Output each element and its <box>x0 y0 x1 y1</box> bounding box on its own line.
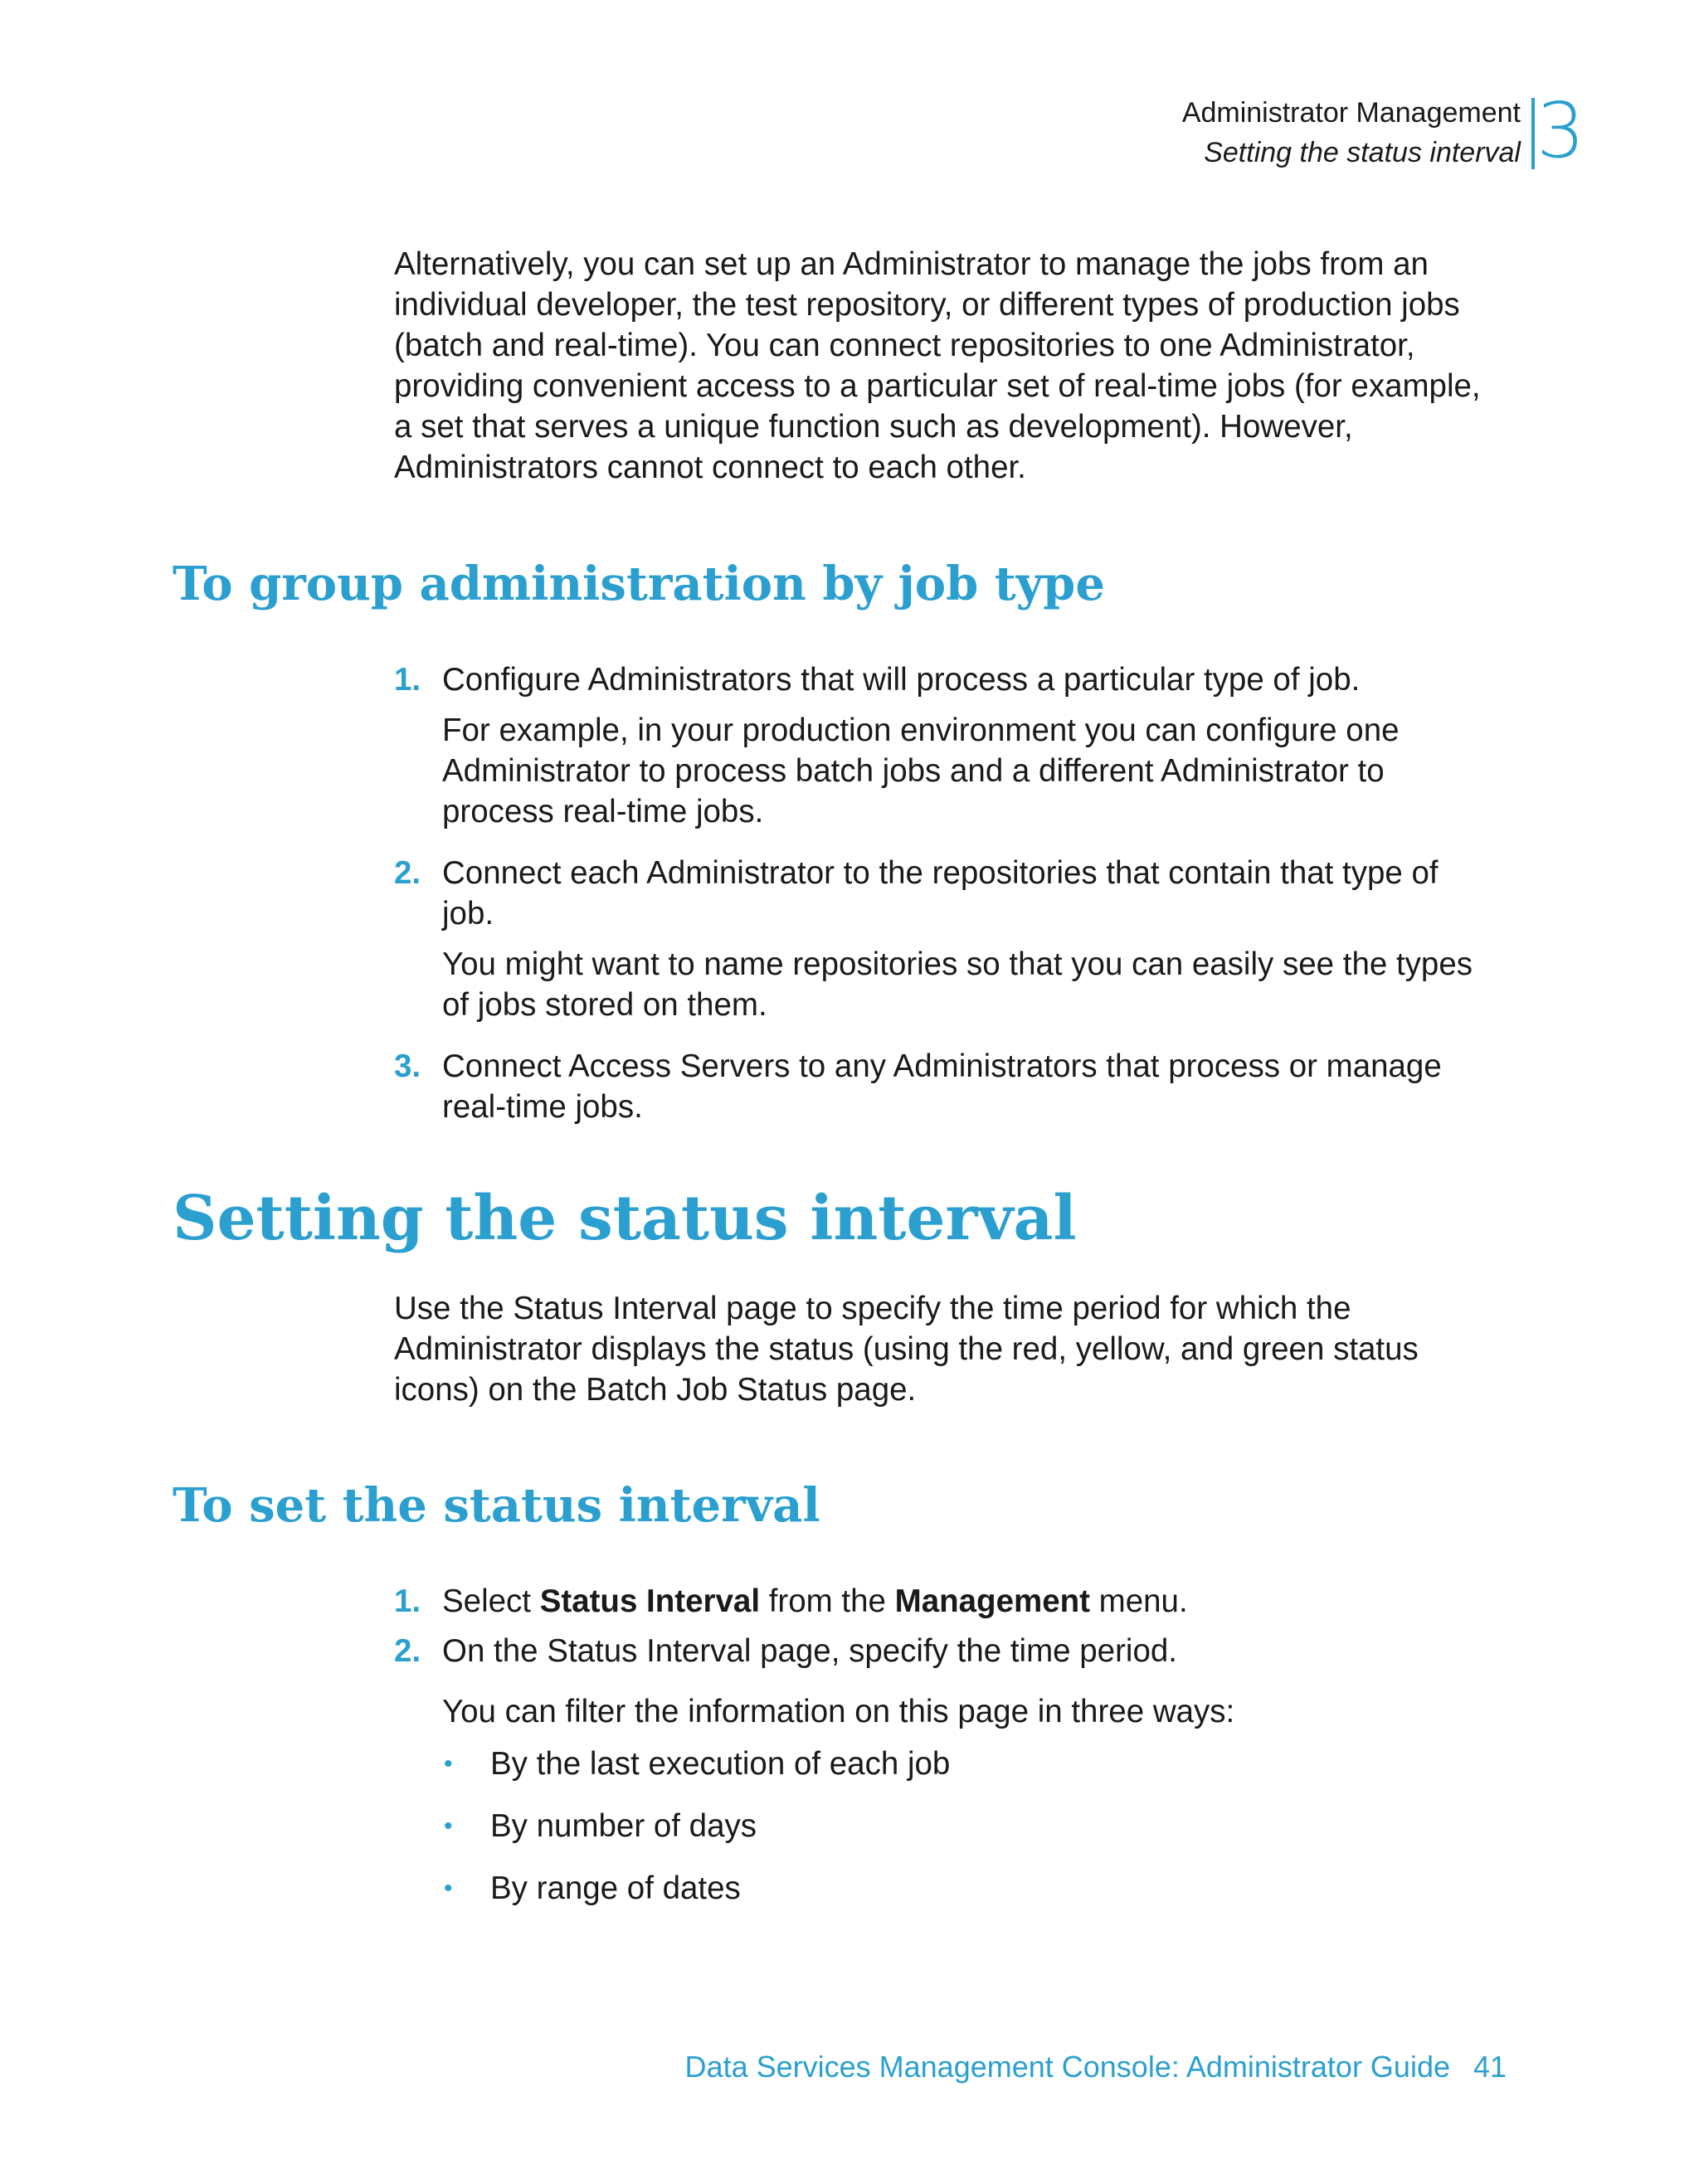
step-detail: You can filter the information on this page in three ways: <box>442 1694 1235 1729</box>
filter-options-list <box>442 1744 1522 1909</box>
chapter-number: 3 <box>1536 86 1585 175</box>
step-number: 2. <box>394 1633 421 1669</box>
intro-paragraph <box>394 244 1522 488</box>
step-detail-line: You might want to name repositories so that you can easily see the types <box>442 946 1473 982</box>
bullet-icon: • <box>444 1875 453 1902</box>
step-number: 2. <box>394 855 421 891</box>
list-item <box>394 1581 1522 1622</box>
step-number: 3. <box>394 1048 421 1084</box>
bullet-icon: • <box>444 1750 453 1778</box>
step-number: 1. <box>394 662 421 698</box>
intro-line: Alternatively, you can set up an Administrator to manage the jobs from an <box>394 246 1429 282</box>
menu-item-reference: Status Interval <box>539 1583 761 1619</box>
step-detail-line: of jobs stored on them. <box>442 987 767 1023</box>
step-text-line: Connect Access Servers to any Administrators that process or manage <box>442 1048 1442 1084</box>
list-item <box>394 1046 1522 1127</box>
bullet-text: By the last execution of each job <box>490 1746 951 1782</box>
list-item <box>442 1744 1522 1784</box>
intro-line: individual developer, the test repository, or different types of production jobs <box>394 287 1460 323</box>
step-detail <box>442 944 1522 1025</box>
step-text-suffix: menu. <box>1089 1583 1188 1619</box>
chapter-divider-bar <box>1531 98 1535 169</box>
step-number: 1. <box>394 1583 421 1619</box>
description-line: Administrator displays the status (using the red, yellow, and green status <box>394 1331 1419 1367</box>
menu-reference: Management <box>894 1583 1090 1619</box>
procedure-heading-group-by-job-type: To group administration by job type <box>173 557 1105 611</box>
step-text: On the Status Interval page, specify the time period. <box>442 1633 1177 1669</box>
running-header <box>1182 93 1521 173</box>
step-detail-line: For example, in your production environment you can configure one <box>442 713 1400 748</box>
step-text-line: real-time jobs. <box>442 1089 643 1125</box>
bullet-text: By range of dates <box>490 1870 741 1906</box>
list-item <box>442 1806 1522 1846</box>
description-line: icons) on the Batch Job Status page. <box>394 1372 917 1408</box>
group-by-job-type-steps <box>394 659 1522 1127</box>
step-text-middle: from the <box>760 1583 895 1619</box>
step-detail-line: process real-time jobs. <box>442 794 764 829</box>
step-text <box>442 1581 1522 1622</box>
step-text: Configure Administrators that will process a particular type of job. <box>442 662 1361 698</box>
intro-line: Administrators cannot connect to each other. <box>394 450 1026 485</box>
list-item <box>394 1631 1522 1909</box>
step-text-line: job. <box>442 896 494 931</box>
step-text <box>442 1046 1522 1127</box>
step-text <box>442 853 1522 934</box>
intro-line: a set that serves a unique function such as development). However, <box>394 409 1353 445</box>
status-interval-description <box>394 1288 1522 1410</box>
step-text-prefix: Select <box>442 1583 540 1619</box>
footer-guide-title: Data Services Management Console: Administrator Guide <box>684 2050 1450 2084</box>
section-heading-setting-status-interval: Setting the status interval <box>173 1183 1077 1254</box>
chapter-title: Administrator Management <box>1181 97 1521 129</box>
step-detail-line: Administrator to process batch jobs and a different Administrator to <box>442 753 1385 789</box>
section-title: Setting the status interval <box>1204 137 1521 168</box>
list-item <box>394 853 1522 1025</box>
intro-line: providing convenient access to a particular set of real-time jobs (for example, <box>394 368 1481 404</box>
page-number: 41 <box>1473 2050 1507 2084</box>
procedure-heading-set-status-interval: To set the status interval <box>173 1478 820 1533</box>
step-detail <box>442 710 1522 832</box>
list-item <box>394 659 1522 832</box>
bullet-icon: • <box>444 1812 453 1840</box>
intro-line: (batch and real-time). You can connect repositories to one Administrator, <box>394 328 1415 363</box>
description-line: Use the Status Interval page to specify the time period for which the <box>394 1291 1351 1326</box>
list-item <box>442 1868 1522 1909</box>
bullet-text: By number of days <box>490 1808 757 1844</box>
set-status-interval-steps <box>394 1581 1522 1909</box>
step-text-line: Connect each Administrator to the repositories that contain that type of <box>442 855 1439 891</box>
